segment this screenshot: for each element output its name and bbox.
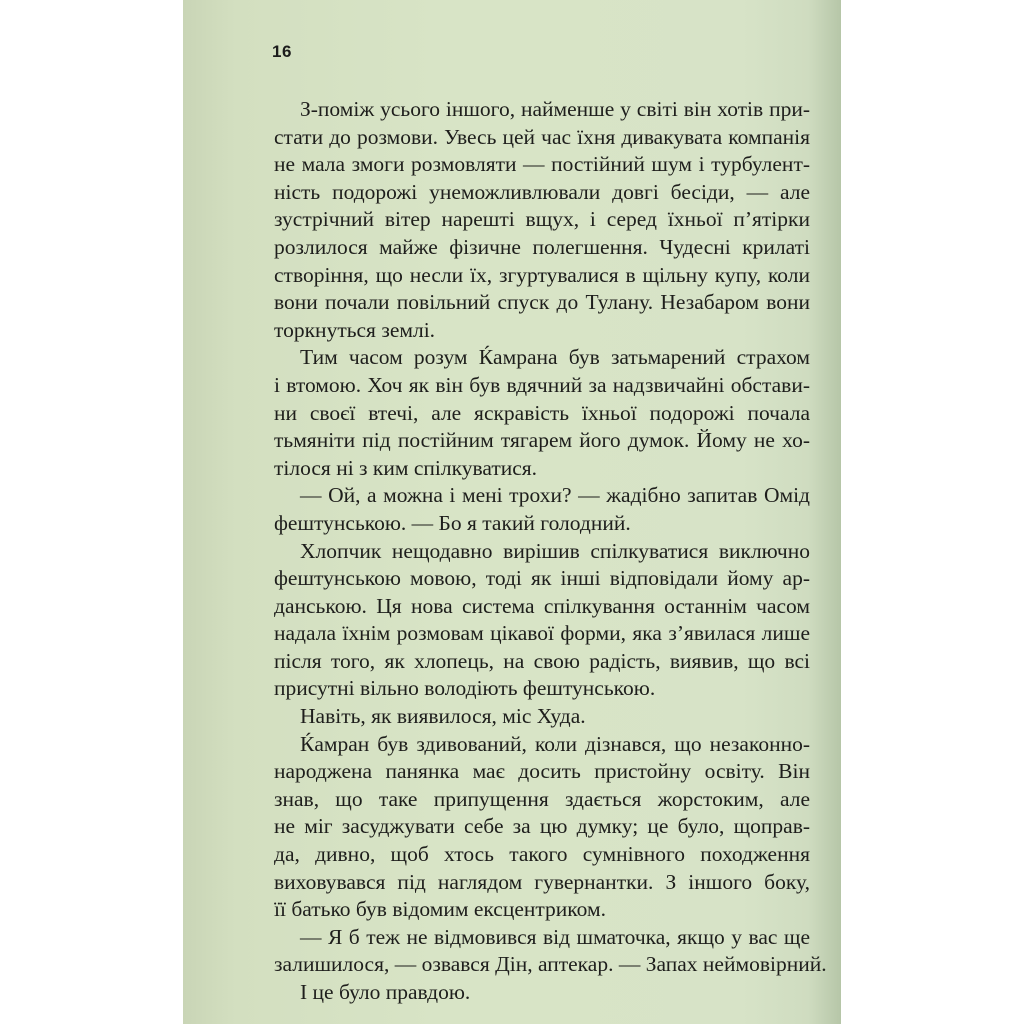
text-line: після того, як хлопець, на свою радість, виявив, що всі — [274, 648, 810, 673]
text-line: Хлопчик нещодавно вирішив спілкуватися виключно — [300, 538, 810, 563]
text-line: Ќамран був здивований, коли дізнався, що незаконно- — [300, 731, 810, 756]
body-text — [274, 96, 827, 1007]
text-line: надала їхнім розмовам цікавої форми, яка з’явилася лише — [274, 621, 810, 646]
text-line: вони почали повільний спуск до Тулану. Незабаром вони — [274, 290, 810, 315]
text-line: не міг засуджувати себе за цю думку; це було, щоправ- — [274, 814, 810, 839]
text-line: народжена панянка має досить пристойну освіту. Він — [274, 759, 810, 784]
text-line: фештунською. — Бо я такий голодний. — [274, 510, 631, 535]
text-line: створіння, що несли їх, згуртувалися в щільну купу, коли — [274, 262, 810, 287]
text-line: З-поміж усього іншого, найменше у світі він хотів при- — [300, 97, 810, 121]
text-line: Тим часом розум Ќамрана був затьмарений страхом — [300, 345, 810, 370]
text-line: її батько був відомим ексцентриком. — [274, 897, 606, 922]
text-line: зустрічний вітер нарешті вщух, і серед їхньої п’ятірки — [274, 207, 810, 232]
text-line: залишилося, — озвався Дін, аптекар. — Запах неймовірний. — [274, 952, 827, 977]
text-line: данською. Ця нова система спілкування останнім часом — [274, 593, 810, 618]
text-line: знав, що таке припущення здається жорстоким, але — [274, 786, 810, 811]
text-line: розлилося майже фізичне полегшення. Чудесні крилаті — [274, 234, 810, 259]
text-line: І це було правдою. — [300, 980, 471, 1004]
text-line: присутні вільно володіють фештунською. — [274, 676, 656, 701]
text-line: і втомою. Хоч як він був вдячний за надзвичайні обстави- — [274, 372, 810, 397]
text-line: — Ой, а можна і мені трохи? — жадібно запитав Омід — [300, 483, 810, 508]
page-number: 16 — [272, 42, 292, 61]
text-line: ність подорожі унеможливлювали довгі бесіди, — але — [274, 179, 810, 204]
text-line: виховувався під наглядом гувернантки. З іншого боку, — [274, 869, 810, 894]
text-line: Навіть, як виявилося, міс Худа. — [300, 704, 586, 729]
text-line: тілося ні з ким спілкуватися. — [274, 455, 538, 480]
text-line: торкнуться землі. — [274, 317, 436, 342]
text-line: стати до розмови. Увесь цей час їхня дивакувата компанія — [274, 124, 810, 149]
text-line: не мала змоги розмовляти — постійний шум і турбулент- — [274, 152, 810, 177]
text-line: тьмяніти під постійним тягарем його думок. Йому не хо- — [274, 428, 810, 453]
text-line: фештунською мовою, тоді як інші відповідали йому ар- — [274, 566, 810, 591]
text-line: — Я б теж не відмовився від шматочка, якщо у вас ще — [300, 924, 810, 949]
text-line: да, дивно, щоб хтось такого сумнівного походження — [274, 842, 810, 867]
text-line: ни своєї втечі, але яскравість їхньої подорожі почала — [274, 400, 810, 425]
